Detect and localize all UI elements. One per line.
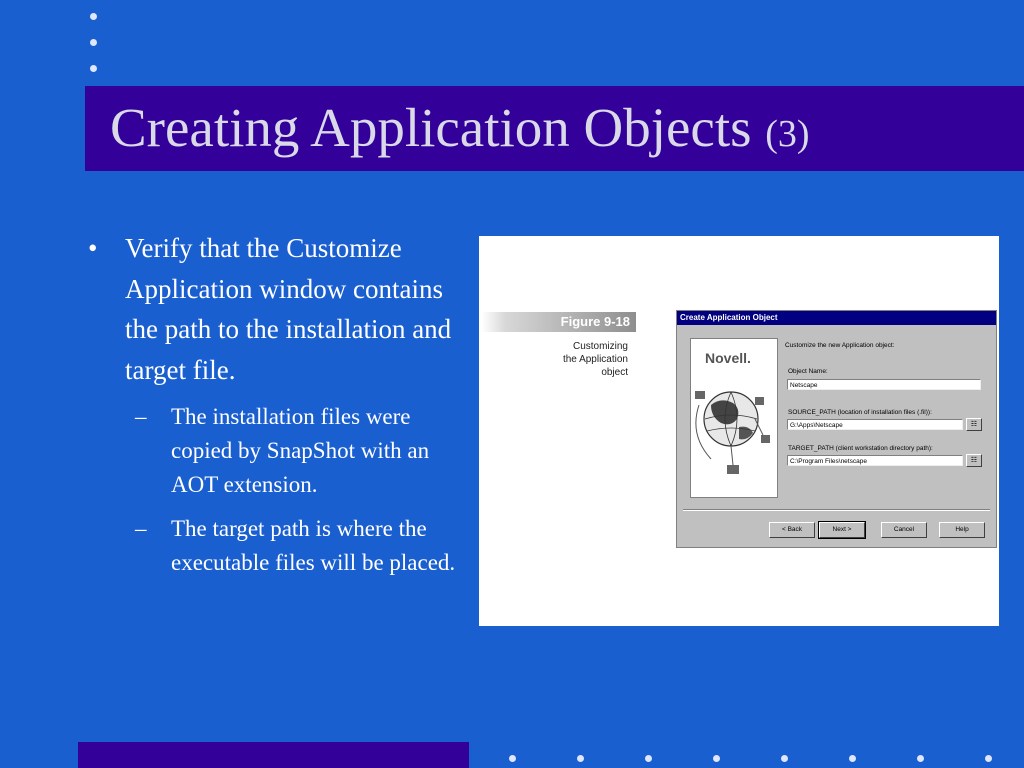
decor-dot (985, 755, 992, 762)
novell-logo: Novell. (705, 350, 751, 366)
bullet-sub (135, 400, 468, 502)
source-browse-button[interactable] (966, 418, 982, 431)
bullet-sub-text: The installation files were copied by SnapShot with an AOT extension. (171, 404, 430, 497)
next-button[interactable]: Next > (819, 522, 865, 538)
source-path-field[interactable]: G:\Apps\Netscape (787, 419, 963, 430)
bottom-bar (78, 742, 469, 768)
object-name-label: Object Name: (788, 368, 828, 375)
decor-dot (577, 755, 584, 762)
figure-caption (519, 340, 628, 379)
bullet-main-text: Verify that the Customize Application window contains the path to the installation and target file. (125, 233, 452, 385)
figure-label: Figure 9-18 (482, 312, 636, 332)
decor-dot (781, 755, 788, 762)
create-application-dialog (676, 310, 997, 548)
slide-title-number: (3) (765, 113, 810, 155)
help-button[interactable]: Help (939, 522, 985, 538)
dialog-artwork (690, 338, 778, 498)
dash-icon: – (135, 404, 147, 429)
bullet-main (88, 228, 468, 390)
figure-caption-line: object (601, 367, 628, 378)
decor-dot (90, 39, 97, 46)
cancel-button[interactable]: Cancel (881, 522, 927, 538)
decor-dot (645, 755, 652, 762)
browse-icon: ☷ (970, 457, 978, 464)
target-path-field[interactable]: C:\Program Files\netscape (787, 455, 963, 466)
source-path-label: SOURCE_PATH (location of installation files (.fil)): (788, 409, 932, 416)
decor-dot (917, 755, 924, 762)
dash-icon: – (135, 516, 147, 541)
decor-dot (509, 755, 516, 762)
slide-title (110, 98, 810, 159)
decor-dot (90, 65, 97, 72)
dialog-heading: Customize the new Application object: (785, 342, 895, 349)
back-button[interactable]: < Back (769, 522, 815, 538)
target-browse-button[interactable] (966, 454, 982, 467)
object-name-field[interactable]: Netscape (787, 379, 981, 390)
slide-title-main: Creating Application Objects (110, 97, 752, 158)
target-path-label: TARGET_PATH (client workstation directory path): (788, 445, 933, 452)
bullet-dot-icon: • (88, 233, 98, 263)
figure-caption-line: Customizing (572, 341, 628, 352)
decor-dot (713, 755, 720, 762)
figure-caption-line: the Application (562, 354, 628, 365)
browse-icon: ☷ (970, 421, 978, 428)
globe-icon (691, 375, 777, 495)
decor-dot (849, 755, 856, 762)
decor-dot (90, 13, 97, 20)
bullet-sub-text: The target path is where the executable files will be placed. (171, 516, 456, 575)
dialog-title: Create Application Object (677, 311, 996, 325)
bullet-list (88, 228, 468, 580)
dialog-divider (683, 509, 990, 511)
figure-panel (479, 236, 999, 626)
bullet-sub (135, 512, 468, 580)
